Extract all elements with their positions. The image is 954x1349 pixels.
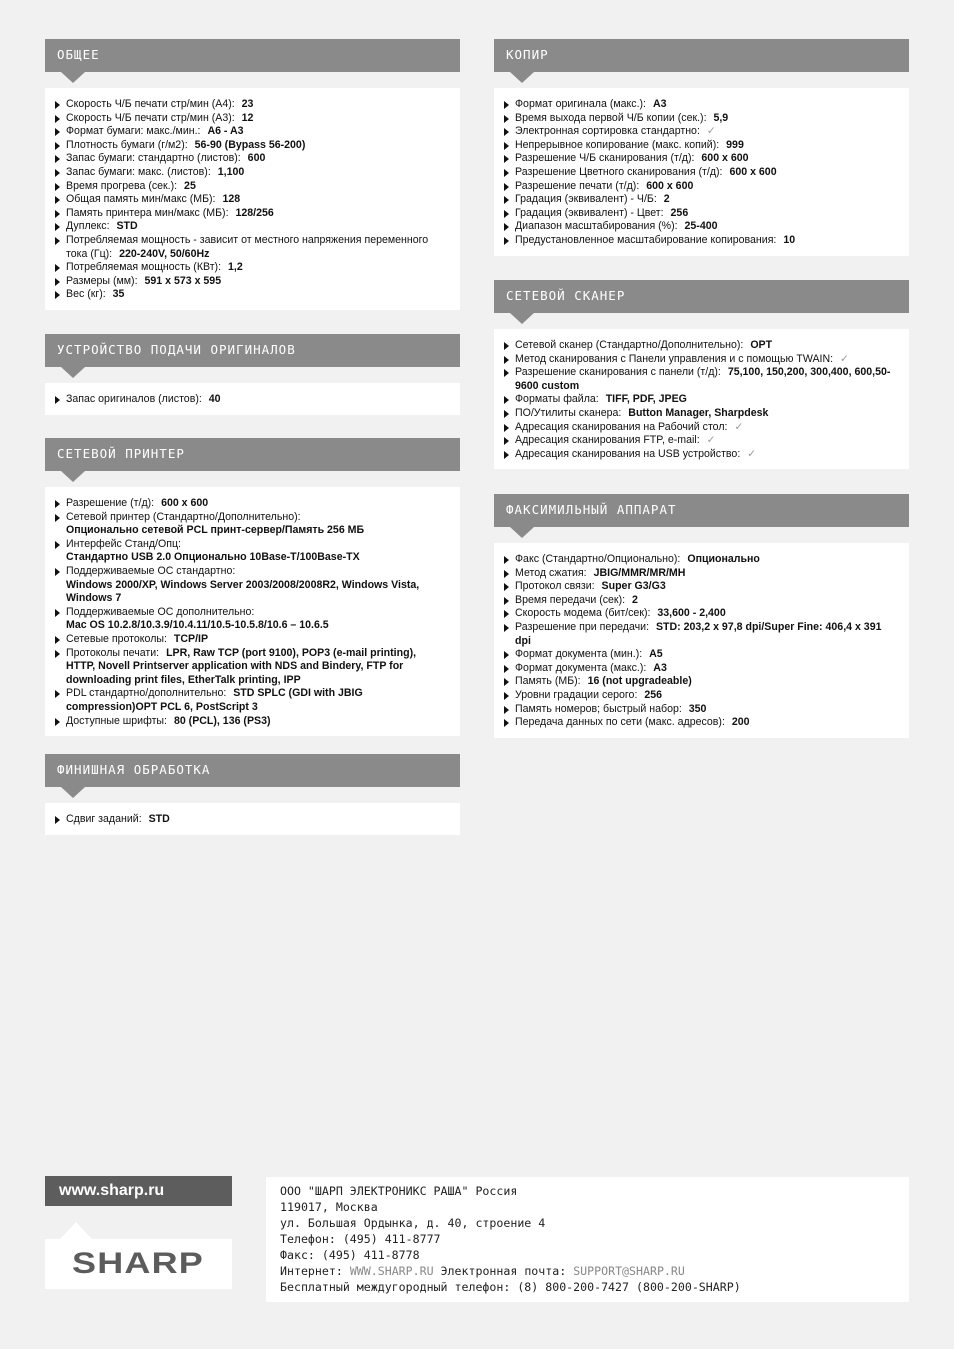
- spec-value: Опционально: [687, 553, 760, 565]
- spec-list: [55, 98, 448, 302]
- spec-label: Сетевой принтер (Стандартно/Дополнительно):: [66, 510, 301, 523]
- check-icon: ✓: [747, 447, 757, 460]
- spec-label: Сетевые протоколы:: [66, 632, 167, 645]
- spec-item: [55, 112, 448, 126]
- spec-list: [504, 98, 897, 248]
- spec-item: [504, 703, 897, 717]
- spec-label: Уровни градации серого:: [515, 688, 638, 701]
- spec-value: 1,100: [217, 165, 245, 178]
- spec-label: Время передачи (сек):: [515, 593, 626, 606]
- spec-label: Запас оригиналов (листов):: [66, 393, 202, 405]
- spec-value: STD: 203,2 x 97,8 dpi/Super Fine: 406,4 x 391 dpi: [515, 620, 882, 647]
- spec-label: Градация (эквивалент) - Ч/Б:: [515, 193, 657, 206]
- spec-item: [55, 220, 448, 234]
- spec-item: [504, 662, 897, 676]
- spec-label: Электронная сортировка стандартно:: [515, 125, 700, 138]
- spec-value: A3: [652, 98, 667, 110]
- spec-item: [504, 152, 897, 166]
- spec-value: LPR, Raw TCP (port 9100), POP3 (e-mail printing), HTTP, Novell Printserver application with NDS and Bindery, FTP for downloading print files, EtherTalk printing, IPP: [66, 646, 417, 686]
- spec-item: [55, 565, 448, 606]
- spec-item: [55, 715, 448, 729]
- spec-value: 350: [688, 702, 707, 715]
- spec-label: Размеры (мм):: [66, 274, 138, 287]
- spec-item: [55, 180, 448, 194]
- spec-label: Плотность бумаги (г/м2):: [66, 138, 188, 151]
- spec-label: Метод сжатия:: [515, 566, 587, 579]
- spec-item: [55, 152, 448, 166]
- spec-list: [55, 393, 448, 407]
- spec-value: TIFF, PDF, JPEG: [605, 393, 687, 406]
- spec-value: 2: [663, 193, 670, 206]
- spec-value: 600 x 600: [701, 152, 749, 165]
- spec-item: [55, 813, 448, 827]
- section-body: [45, 487, 460, 736]
- internet-label: Интернет:: [280, 1264, 343, 1278]
- spec-value: Опционально сетевой PCL принт-сервер/Память 256 МБ: [66, 524, 365, 537]
- logo-notch: [60, 1222, 92, 1239]
- spec-value: Windows 2000/XP, Windows Server 2003/2008/2008R2, Windows Vista, Windows 7: [66, 578, 420, 605]
- section-title: ОБЩЕЕ: [45, 39, 460, 72]
- spec-item: [55, 234, 448, 261]
- spec-label: Скорость модема (бит/сек):: [515, 607, 651, 620]
- spec-value: 35: [112, 288, 125, 301]
- section-body: [494, 88, 909, 256]
- spec-item: [504, 607, 897, 621]
- spec-value: 128: [222, 193, 241, 206]
- section-body: [45, 803, 460, 835]
- section-feeder: [45, 334, 460, 415]
- spec-value: 999: [726, 138, 744, 151]
- spec-item: [55, 125, 448, 139]
- spec-value: 200: [731, 716, 750, 729]
- section-body: [494, 543, 909, 738]
- spec-value: Button Manager, Sharpdesk: [628, 406, 769, 419]
- spec-item: [55, 166, 448, 180]
- spec-label: Непрерывное копирование (макс. копий):: [515, 138, 720, 151]
- spec-value: 10: [783, 233, 796, 246]
- spec-value: 128/256: [235, 206, 274, 219]
- spec-label: Разрешение при передачи:: [515, 620, 650, 633]
- spec-label: Адресация сканирования FTP, e-mail:: [515, 434, 700, 447]
- spec-item: [504, 98, 897, 112]
- spec-item: [55, 288, 448, 302]
- spec-value: 1,2: [227, 261, 243, 274]
- spec-value: 2: [632, 593, 638, 606]
- street-address: ул. Большая Ордынка, д. 40, строение 4: [280, 1216, 546, 1230]
- spec-label: Общая память мин/макс (МБ):: [66, 193, 216, 206]
- spec-label: Формат бумаги: макс./мин.:: [66, 125, 201, 138]
- spec-item: [504, 180, 897, 194]
- spec-label: Сдвиг заданий:: [66, 813, 142, 825]
- spec-value: 220-240V, 50/60Hz: [119, 247, 210, 260]
- section-finishing: [45, 754, 460, 835]
- spec-label: Разрешение сканирования с панели (т/д):: [515, 366, 721, 379]
- spec-value: A3: [653, 661, 667, 674]
- spec-item: [55, 98, 448, 112]
- spec-value: A6 - A3: [207, 125, 244, 138]
- spec-label: Формат документа (макс.):: [515, 661, 647, 674]
- spec-value: STD SPLC (GDI with JBIG compression)OPT PCL 6, PostScript 3: [66, 687, 363, 713]
- check-icon: ✓: [840, 352, 849, 365]
- spec-item: [504, 207, 897, 221]
- spec-value: 256: [670, 206, 689, 219]
- spec-label: Интерфейс Станд/Опц:: [66, 537, 181, 550]
- spec-item: [504, 407, 897, 421]
- spec-label: Факс (Стандартно/Опционально):: [515, 553, 681, 565]
- section-body: [494, 329, 909, 469]
- spec-value: Стандартно USB 2.0 Опционально 10Base-T/100Base-TX: [66, 551, 360, 564]
- spec-item: [504, 353, 897, 367]
- spec-value: STD: [116, 220, 138, 233]
- section-general: [45, 39, 460, 310]
- spec-label: Потребляемая мощность (КВт):: [66, 261, 222, 274]
- section-body: [45, 383, 460, 415]
- section-title: ФАКСИМИЛЬНЫЙ АППАРАТ: [494, 494, 909, 527]
- spec-value: 600 x 600: [161, 497, 209, 509]
- spec-list: [504, 553, 897, 730]
- spec-label: Память принтера мин/макс (МБ):: [66, 206, 229, 219]
- sharp-logo: [45, 1239, 232, 1289]
- spec-value: 600 x 600: [729, 165, 777, 178]
- spec-label: Предустановленное масштабирование копирования:: [515, 233, 777, 246]
- spec-label: Сетевой сканер (Стандартно/Дополнительно):: [515, 339, 744, 351]
- phone: Телефон: (495) 411-8777: [280, 1232, 441, 1246]
- spec-label: Адресация сканирования на Рабочий стол:: [515, 420, 728, 433]
- spec-item: [55, 261, 448, 275]
- spec-item: [55, 687, 448, 714]
- postcode-city: 119017, Москва: [280, 1200, 378, 1214]
- check-icon: ✓: [734, 420, 744, 433]
- spec-item: [504, 234, 897, 248]
- spec-value: 56-90 (Bypass 56-200): [194, 138, 306, 151]
- spec-label: Формат документа (мин.):: [515, 648, 643, 661]
- spec-item: [55, 511, 448, 538]
- spec-value: 80 (PCL), 136 (PS3): [173, 714, 271, 727]
- spec-value: 600 x 600: [646, 179, 694, 192]
- spec-value: JBIG/MMR/MR/MH: [593, 566, 686, 579]
- company-name: ООО "ШАРП ЭЛЕКТРОНИКС РАША" Россия: [280, 1184, 518, 1198]
- spec-item: [55, 647, 448, 688]
- section-title: ФИНИШНАЯ ОБРАБОТКА: [45, 754, 460, 787]
- spec-label: Память (МБ):: [515, 675, 581, 688]
- spec-label: Передача данных по сети (макс. адресов):: [515, 716, 725, 729]
- spec-list: [55, 813, 448, 827]
- website-link[interactable]: www.sharp.ru: [45, 1176, 232, 1206]
- spec-value: TCP/IP: [173, 632, 209, 645]
- spec-list: [504, 339, 897, 461]
- spec-label: Память номеров; быстрый набор:: [515, 702, 682, 715]
- spec-label: Протокол связи:: [515, 580, 595, 593]
- spec-value: 256: [644, 688, 663, 701]
- spec-value: 5,9: [713, 111, 729, 124]
- spec-item: [55, 193, 448, 207]
- spec-label: Поддерживаемые ОС стандартно:: [66, 564, 236, 577]
- spec-item: [504, 339, 897, 353]
- spec-label: Разрешение Цветного сканирования (т/д):: [515, 165, 723, 178]
- section-title: КОПИР: [494, 39, 909, 72]
- spec-label: Запас бумаги: макс. (листов):: [66, 165, 211, 178]
- spec-item: [504, 448, 897, 462]
- contact-block: [266, 1177, 909, 1302]
- spec-value: 25: [184, 179, 196, 192]
- spec-label: Скорость Ч/Б печати стр/мин (A4):: [66, 98, 235, 110]
- spec-label: Поддерживаемые ОС дополнительно:: [66, 605, 255, 618]
- spec-value: A5: [649, 648, 663, 661]
- spec-value: 23: [241, 98, 254, 110]
- check-icon: ✓: [706, 125, 716, 138]
- section-title: СЕТЕВОЙ СКАНЕР: [494, 280, 909, 313]
- spec-label: Время выхода первой Ч/Б копии (сек.):: [515, 111, 707, 124]
- spec-label: Вес (кг):: [66, 288, 106, 301]
- email-link[interactable]: SUPPORT@SHARP.RU: [573, 1264, 685, 1278]
- spec-value: 591 x 573 x 595: [144, 274, 222, 287]
- spec-item: [55, 497, 448, 511]
- spec-value: Mac OS 10.2.8/10.3.9/10.4.11/10.5-10.5.8/10.6 – 10.6.5: [66, 619, 329, 632]
- spec-value: 75,100, 150,200, 300,400, 600,50-9600 custom: [515, 366, 891, 392]
- spec-value: 40: [208, 393, 221, 405]
- spec-label: Метод сканирования с Панели управления и с помощью TWAIN:: [515, 352, 834, 365]
- email-label: Электронная почта:: [440, 1264, 567, 1278]
- check-icon: ✓: [706, 434, 716, 447]
- spec-item: [55, 207, 448, 221]
- spec-label: Разрешение печати (т/д):: [515, 179, 640, 192]
- spec-value: OPT: [750, 339, 773, 351]
- spec-label: Разрешение (т/д):: [66, 497, 155, 509]
- spec-item: [504, 220, 897, 234]
- internet-link[interactable]: WWW.SHARP.RU: [349, 1264, 434, 1278]
- spec-label: Запас бумаги: стандартно (листов):: [66, 152, 241, 165]
- spec-label: Форматы файла:: [515, 393, 599, 406]
- section-fax: [494, 494, 909, 738]
- spec-list: [55, 497, 448, 728]
- spec-label: PDL стандартно/дополнительно:: [66, 687, 227, 700]
- spec-value: STD: [148, 813, 170, 825]
- spec-value: 16 (not upgradeable): [587, 675, 692, 688]
- spec-item: [504, 193, 897, 207]
- spec-item: [504, 553, 897, 567]
- spec-label: Формат оригинала (макс.):: [515, 98, 646, 110]
- hotline: Бесплатный междугородный телефон: (8) 800-200-7427 (800-200-SHARP): [280, 1280, 741, 1294]
- spec-item: [55, 633, 448, 647]
- spec-item: [55, 393, 448, 407]
- section-title: УСТРОЙСТВО ПОДАЧИ ОРИГИНАЛОВ: [45, 334, 460, 367]
- spec-label: Скорость Ч/Б печати стр/мин (A3):: [66, 111, 235, 124]
- spec-label: Диапазон масштабирования (%):: [515, 220, 678, 233]
- spec-item: [504, 567, 897, 581]
- spec-item: [504, 675, 897, 689]
- spec-label: Дуплекс:: [66, 220, 110, 233]
- spec-label: Доступные шрифты:: [66, 714, 167, 727]
- section-network-printer: [45, 438, 460, 736]
- spec-item: [55, 275, 448, 289]
- spec-value: 12: [241, 111, 254, 124]
- spec-label: Потребляемая мощность - зависит от местного напряжения переменного тока (Гц):: [66, 233, 429, 260]
- spec-item: [504, 166, 897, 180]
- spec-label: Время прогрева (сек.):: [66, 179, 178, 192]
- spec-item: [504, 421, 897, 435]
- section-network-scanner: [494, 280, 909, 469]
- spec-item: [504, 580, 897, 594]
- spec-item: [504, 434, 897, 448]
- spec-item: [55, 606, 448, 633]
- spec-item: [504, 366, 897, 393]
- spec-item: [504, 393, 897, 407]
- spec-item: [504, 648, 897, 662]
- internet-line: [280, 1263, 895, 1279]
- section-copier: [494, 39, 909, 256]
- spec-label: Градация (эквивалент) - Цвет:: [515, 206, 664, 219]
- spec-item: [504, 112, 897, 126]
- spec-item: [504, 689, 897, 703]
- spec-value: Super G3/G3: [601, 580, 666, 593]
- spec-item: [55, 139, 448, 153]
- spec-label: Адресация сканирования на USB устройство:: [515, 447, 741, 460]
- spec-item: [504, 594, 897, 608]
- spec-value: 33,600 - 2,400: [657, 607, 726, 620]
- spec-value: 25-400: [684, 220, 718, 233]
- spec-label: Протоколы печати:: [66, 646, 160, 659]
- spec-item: [504, 125, 897, 139]
- spec-item: [504, 139, 897, 153]
- section-title: СЕТЕВОЙ ПРИНТЕР: [45, 438, 460, 471]
- spec-label: Разрешение Ч/Б сканирования (т/д):: [515, 152, 695, 165]
- spec-item: [504, 716, 897, 730]
- logo-text: SHARP: [72, 1247, 205, 1280]
- spec-item: [55, 538, 448, 565]
- spec-value: 600: [247, 152, 266, 165]
- spec-label: ПО/Утилиты сканера:: [515, 406, 622, 419]
- section-body: [45, 88, 460, 310]
- fax: Факс: (495) 411-8778: [280, 1248, 420, 1262]
- spec-item: [504, 621, 897, 648]
